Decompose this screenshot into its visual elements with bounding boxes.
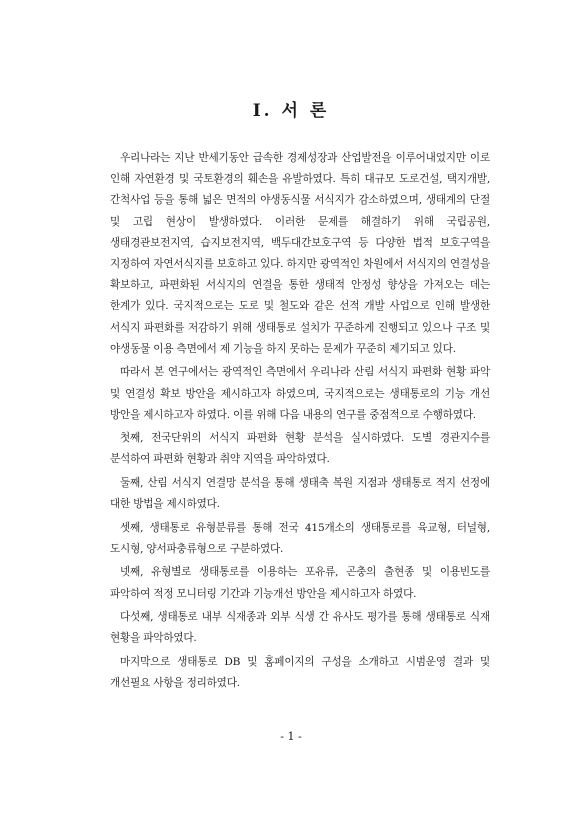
paragraph-last: 마지막으로 생태통로 DB 및 홈페이지의 구성을 소개하고 시범운영 결과 및 개선필요 사항을 정리하였다. [110,655,490,689]
paragraph-fourth: 넷째, 유형별로 생태통로를 이용하는 포유류, 곤충의 출현종 및 이용빈도를 파악하여 적정 모니터링 기간과 기능개선 방안을 제시하고자 하였다. [110,566,490,600]
paragraph-first: 첫째, 전국단위의 서식지 파편화 현황 분석을 실시하였다. 도별 경관지수를 분석하여 파편화 현황과 취약 지역을 파악하였다. [110,432,490,466]
paragraph-purpose: 따라서 본 연구에서는 광역적인 측면에서 우리나라 산림 서식지 파편화 현황 파악 및 연결성 확보 방안을 제시하고자 하였으며, 국지적으로는 생태통로의 기능 개선 방안을 제시하고자 하였다. 이를 위해 다음 내용의 연구를 중점적으로 수행하였다. [110,366,490,421]
section-title: Ⅰ. 서 론 [252,101,330,121]
paragraph-intro: 우리나라는 지난 반세기동안 급속한 경제성장과 산업발전을 이루어내었지만 이로 인해 자연환경 및 국토환경의 훼손을 유발하였다. 특히 대규모 도로건설, 택지개발, 간척사업 등을 통해 넓은 면적의 야생동식물 서식지가 감소하였으며, 생태계의 단절 및 고립 현상이 발생하였다. 이러한 문제를 해결하기 위해 국립공원, 생태경관보전지역, 습지보전지역, 백두대간보호구역 등 다양한 법적 보호구역을 지정하여 자연서식지를 보호하고 있다. 하지만 광역적인 차원에서 서식지의 연결성을 확보하고, 파편화된 서식지의 연결을 통한 생태적 안정성 향상을 가져오는 데는 한계가 있다. 국지적으로는 도로 및 철도와 같은 선적 개발 사업으로 인해 발생한 서식지 파편화를 저감하기 위해 생태통로 설치가 꾸준하게 진행되고 있으나 구조 및 야생동물 이용 측면에서 제 기능을 하지 못하는 문제가 꾸준히 제기되고 있다. [110,152,490,355]
paragraph-fifth: 다섯째, 생태통로 내부 식재종과 외부 식생 간 유사도 평가를 통해 생태통로 식재 현황을 파악하였다. [110,611,490,645]
paragraph-third: 셋째, 생태통로 유형분류를 통해 전국 415개소의 생태통로를 육교형, 터널형, 도시형, 양서파충류형으로 구분하였다. [110,521,490,555]
paragraph-second: 둘째, 산림 서식지 연결망 분석을 통해 생태축 복원 지점과 생태통로 적지 선정에 대한 방법을 제시하였다. [110,476,490,511]
page-number: - 1 - [280,730,302,743]
body-text [110,148,490,694]
